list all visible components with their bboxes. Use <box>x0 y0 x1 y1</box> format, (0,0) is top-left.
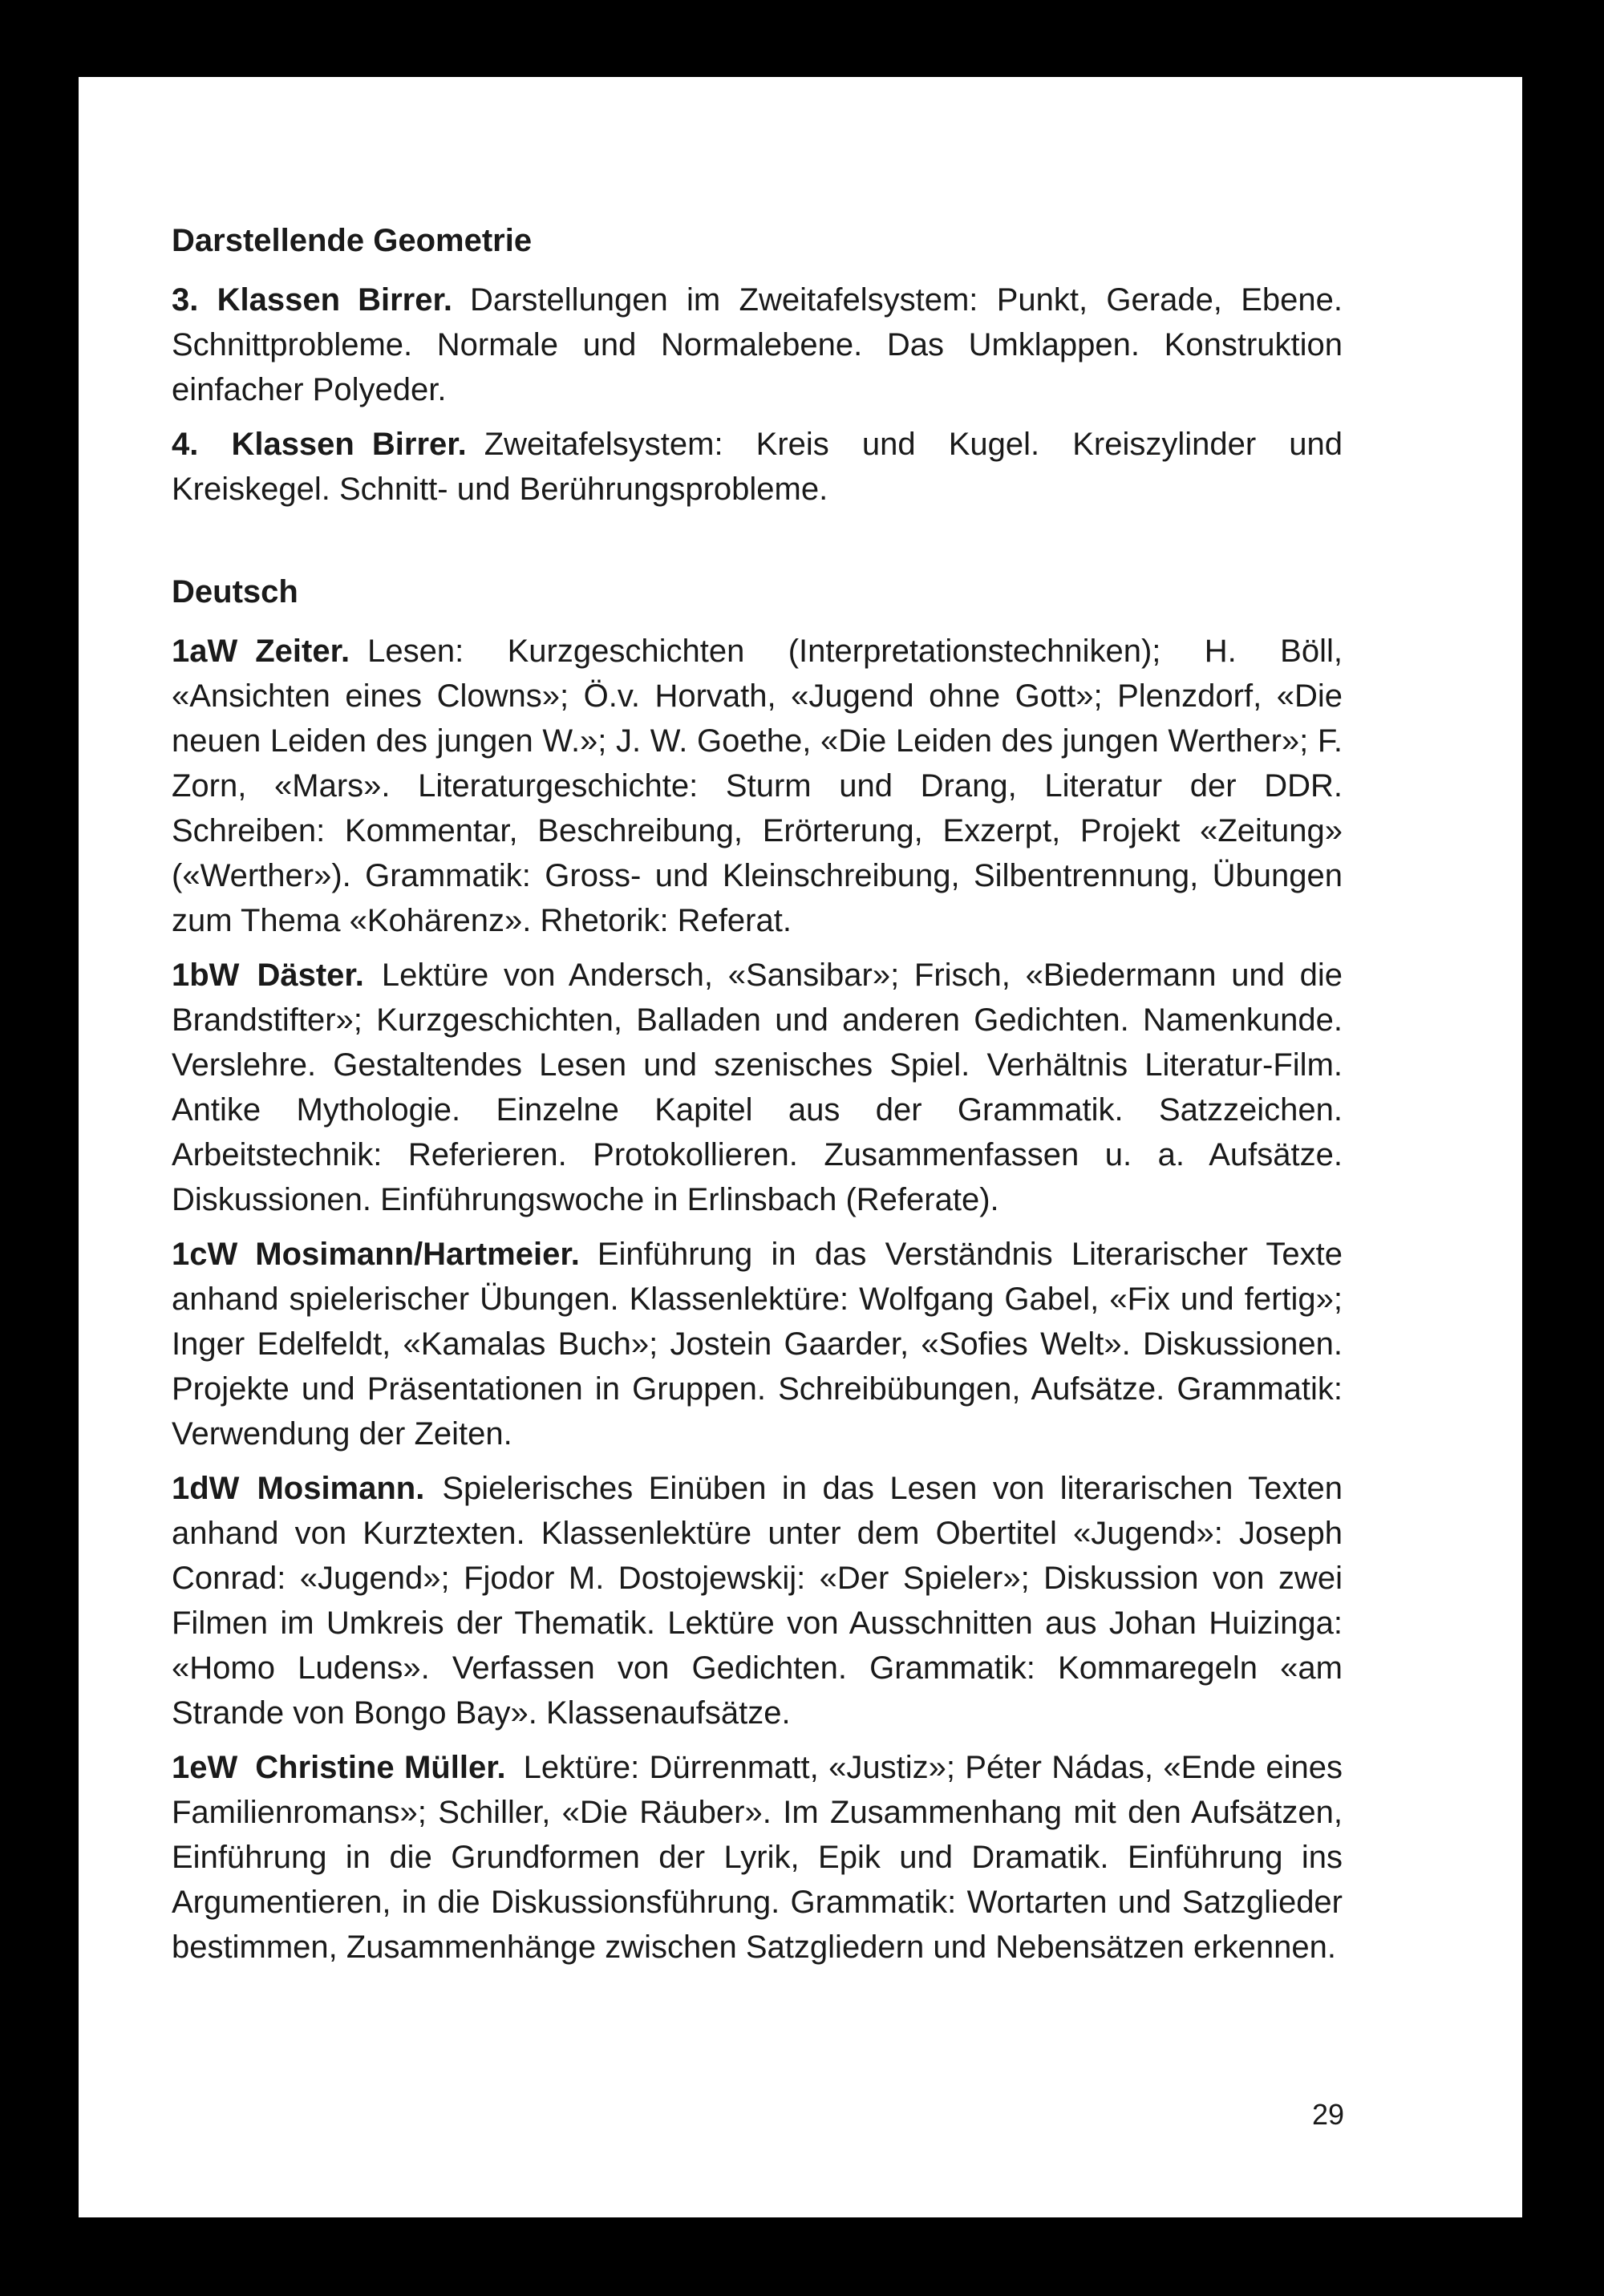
section-heading-deutsch: Deutsch <box>172 574 298 609</box>
page-sheet <box>79 77 1522 2217</box>
course-description: Darstellungen im Zweitafelsystem: Punkt, Gerade, Ebene. Schnittprobleme. Normale und Normalebene. Das Umklappen. Konstruktion einfacher Polyeder. <box>172 282 1343 407</box>
teacher-name: Christine Müller. <box>255 1750 506 1785</box>
teacher-name: Mosimann/Hartmeier. <box>255 1237 580 1272</box>
section-heading-darstellende-geometrie: Darstellende Geometrie <box>172 223 533 258</box>
teacher-name: Däster. <box>257 958 364 993</box>
course-entry-4-klassen <box>172 422 1343 512</box>
course-entry-1dw <box>172 1466 1343 1735</box>
course-entry-1cw <box>172 1232 1343 1456</box>
class-label: 1cW <box>172 1237 238 1272</box>
course-entry-1bw <box>172 953 1343 1222</box>
teacher-name: Birrer. <box>371 427 467 462</box>
class-label: 3. Klassen <box>172 282 341 318</box>
class-label: 1eW <box>172 1750 238 1785</box>
course-description: Spielerisches Einüben in das Lesen von literarischen Texten anhand von Kurztexten. Klassenlektüre unter dem Obertitel «Jugend»: Joseph Conrad: «Jugend»; Fjodor M. Dostojewskij: «Der Spieler»; Diskussion von zwei Filmen im Umkreis der Thematik. Lektüre von Ausschnitten aus Johan Huizinga: «Homo Ludens». Verfassen von Gedichten. Grammatik: Kommaregeln «am Strande von Bongo Bay». Klassenaufsätze. <box>172 1471 1343 1731</box>
class-label: 1bW <box>172 958 240 993</box>
page-number: 29 <box>1311 2098 1344 2131</box>
course-entry-3-klassen <box>172 277 1343 412</box>
course-description: Lektüre von Andersch, «Sansibar»; Frisch, «Biedermann und die Brandstifter»; Kurzgeschichten, Balladen und anderen Gedichten. Namenkunde. Verslehre. Gestaltendes Lesen und szenisches Spiel. Verhältnis Literatur-Film. Antike Mythologie. Einzelne Kapitel aus der Grammatik. Satzzeichen. Arbeitstechnik: Referieren. Protokollieren. Zusammenfassen u. a. Aufsätze. Diskussionen. Einführungswoche in Erlinsbach (Referate). <box>172 958 1343 1217</box>
page-content <box>172 218 1343 1979</box>
course-description: Lesen: Kurzgeschichten (Interpretationstechniken); H. Böll, «Ansichten eines Clowns»; Ö.v. Horvath, «Jugend ohne Gott»; Plenzdorf, «Die neuen Leiden des jungen W.»; J. W. Goethe, «Die Leiden des jungen Werther»; F. Zorn, «Mars». Literaturgeschichte: Sturm und Drang, Literatur der DDR. Schreiben: Kommentar, Beschreibung, Erörterung, Exzerpt, Projekt «Zeitung» («Werther»). Grammatik: Gross- und Kleinschreibung, Silbentrennung, Übungen zum Thema «Kohärenz». Rhetorik: Referat. <box>172 634 1343 938</box>
course-entry-1aw <box>172 629 1343 943</box>
course-entry-1ew <box>172 1745 1343 1970</box>
class-label: 4. Klassen <box>172 427 354 462</box>
class-label: 1aW <box>172 634 238 669</box>
course-description: Zweitafelsystem: Kreis und Kugel. Kreiszylinder und Kreiskegel. Schnitt- und Berührungsprobleme. <box>172 427 1343 507</box>
teacher-name: Birrer. <box>358 282 452 318</box>
course-description: Lektüre: Dürrenmatt, «Justiz»; Péter Nádas, «Ende eines Familienromans»; Schiller, «Die Räuber». Im Zusammenhang mit den Aufsätzen, Einführung in die Grundformen der Lyrik, Epik und Dramatik. Einführung ins Argumentieren, in die Diskussionsführung. Grammatik: Wortarten und Satzglieder bestimmen, Zusammenhänge zwischen Satzgliedern und Nebensätzen erkennen. <box>172 1750 1343 1965</box>
class-label: 1dW <box>172 1471 240 1506</box>
teacher-name: Mosimann. <box>257 1471 425 1506</box>
course-description: Einführung in das Verständnis Literarischer Texte anhand spielerischer Übungen. Klassenlektüre: Wolfgang Gabel, «Fix und fertig»; Inger Edelfeldt, «Kamalas Buch»; Jostein Gaarder, «Sofies Welt». Diskussionen. Projekte und Präsentationen in Gruppen. Schreibübungen, Aufsätze. Grammatik: Verwendung der Zeiten. <box>172 1237 1343 1452</box>
teacher-name: Zeiter. <box>255 634 350 669</box>
